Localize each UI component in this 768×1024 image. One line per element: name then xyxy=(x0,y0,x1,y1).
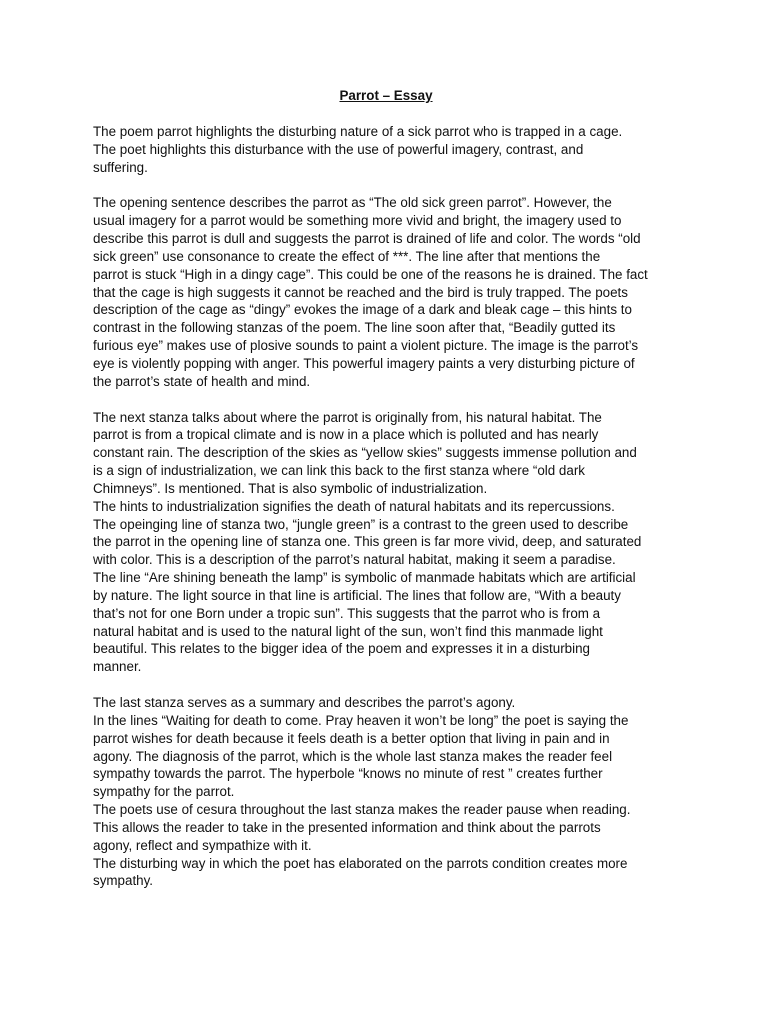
text-line: suffering. xyxy=(93,159,148,175)
text-line: agony, reflect and sympathize with it. xyxy=(93,837,312,853)
paragraph xyxy=(93,694,679,890)
text-line: by nature. The light source in that line is artificial. The lines that follow are, “With a beauty xyxy=(93,587,621,603)
document-title: Parrot – Essay xyxy=(339,88,433,103)
text-line: The poem parrot highlights the disturbing nature of a sick parrot who is trapped in a cage. xyxy=(93,124,623,139)
text-line: description of the cage as “dingy” evokes the image of a dark and bleak cage – this hints to xyxy=(93,302,632,318)
text-line: describe this parrot is dull and suggests the parrot is drained of life and color. The words “old xyxy=(93,231,641,247)
document-body xyxy=(93,123,679,890)
text-line: Chimneys”. Is mentioned. That is also symbolic of industrialization. xyxy=(93,480,488,496)
text-line: parrot is from a tropical climate and is now in a place which is polluted and has nearly xyxy=(93,427,599,443)
text-line: manner. xyxy=(93,659,142,675)
text-line: parrot wishes for death because it feels death is a better option that living in pain and in xyxy=(93,730,610,746)
text-line: that the cage is high suggests it cannot be reached and the bird is truly trapped. The poets xyxy=(93,284,628,300)
paragraph xyxy=(93,123,679,177)
text-line: that’s not for one Born under a tropic sun”. This suggests that the parrot who is from a xyxy=(93,605,601,621)
text-line: contrast in the following stanzas of the poem. The line soon after that, “Beadily gutted its xyxy=(93,320,616,336)
text-line: sympathy towards the parrot. The hyperbole “knows no minute of rest ” creates further xyxy=(93,766,603,782)
text-line: The opening sentence describes the parrot as “The old sick green parrot”. However, the xyxy=(93,195,612,211)
text-line: sick green” use consonance to create the effect of ***. The line after that mentions the xyxy=(93,248,601,264)
text-line: eye is violently popping with anger. This powerful imagery paints a very disturbing picture of xyxy=(93,355,635,371)
text-line: agony. The diagnosis of the parrot, which is the whole last stanza makes the reader feel xyxy=(93,748,613,764)
text-line: is a sign of industrialization, we can link this back to the first stanza where “old dark xyxy=(93,463,585,479)
text-line: with color. This is a description of the parrot’s natural habitat, making it seem a paradise. xyxy=(93,552,616,568)
text-line: The next stanza talks about where the parrot is originally from, his natural habitat. The xyxy=(93,409,602,425)
text-line: In the lines “Waiting for death to come. Pray heaven it won’t be long” the poet is saying the xyxy=(93,712,629,728)
text-line: The line “Are shining beneath the lamp” is symbolic of manmade habitats which are artificial xyxy=(93,570,636,586)
paragraph xyxy=(93,409,679,677)
text-line: The disturbing way in which the poet has elaborated on the parrots condition creates more xyxy=(93,855,628,871)
text-line: sympathy. xyxy=(93,873,154,889)
text-line: furious eye” makes use of plosive sounds to paint a violent picture. The image is the parrot’s xyxy=(93,338,639,354)
text-line: the parrot’s state of health and mind. xyxy=(93,373,311,389)
text-line: usual imagery for a parrot would be something more vivid and bright, the imagery used to xyxy=(93,213,622,229)
text-line: parrot is stuck “High in a dingy cage”. This could be one of the reasons he is drained. The fact xyxy=(93,266,648,282)
text-line: The opeinging line of stanza two, “jungle green” is a contrast to the green used to describe xyxy=(93,516,629,532)
text-line: constant rain. The description of the skies as “yellow skies” suggests immense pollution and xyxy=(93,445,637,461)
text-line: The poets use of cesura throughout the last stanza makes the reader pause when reading. xyxy=(93,802,631,818)
text-line: The poet highlights this disturbance with the use of powerful imagery, contrast, and xyxy=(93,141,584,157)
text-line: The hints to industrialization signifies the death of natural habitats and its repercussions. xyxy=(93,498,615,514)
text-line: natural habitat and is used to the natural light of the sun, won’t find this manmade light xyxy=(93,623,603,639)
paragraph xyxy=(93,194,679,390)
document-page xyxy=(93,87,679,908)
text-line: beautiful. This relates to the bigger idea of the poem and expresses it in a disturbing xyxy=(93,641,590,657)
text-line: This allows the reader to take in the presented information and think about the parrots xyxy=(93,819,601,835)
text-line: sympathy for the parrot. xyxy=(93,784,235,800)
text-line: The last stanza serves as a summary and describes the parrot’s agony. xyxy=(93,695,516,710)
text-line: the parrot in the opening line of stanza one. This green is far more vivid, deep, and saturated xyxy=(93,534,642,550)
